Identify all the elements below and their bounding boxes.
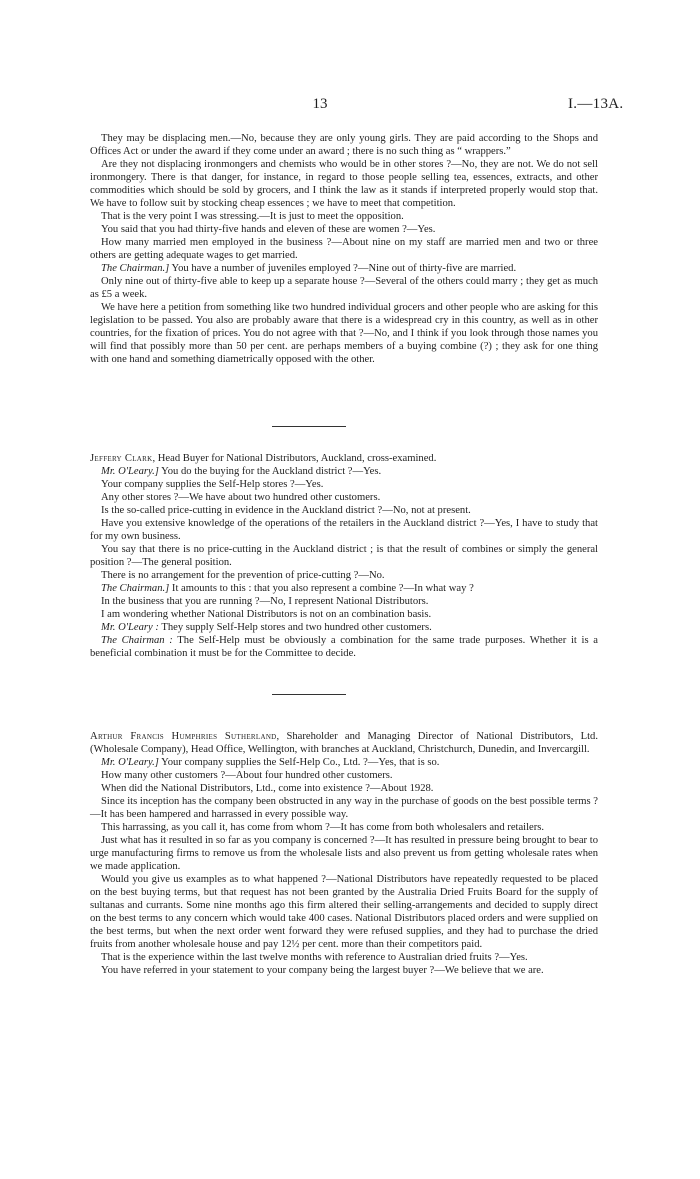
document-reference: I.—13A. [568,96,624,112]
paragraph: They may be displacing men.—No, because they are only young girls. They are paid according to the Shops and Offices Act or under the award if they come under an award ; there is no such thing as “ wrappers.” [90,133,598,157]
paragraph [90,262,598,275]
paragraph [90,465,598,478]
speaker-label: Mr. O'Leary.] [101,466,159,477]
speaker-label: Mr. O'Leary.] [101,757,159,768]
paragraph: Would you give us examples as to what happened ?—National Distributors have repeatedly requested to be placed on the best buying terms, but that request has not been granted by the Australia Dried Fruits Board for the supply of sultanas and currants. Some nine months ago this firm altered their selling-arrangements and decided to supply direct on the best terms to any concern which would take 400 cases. National Distributors placed orders and were supplied on the best terms, but when the next order went forward they were refused supplies, and they had to purchase the dried fruits from another wholesale house and pay 12½ per cent. more than their competitors paid. [90,874,598,950]
speaker-text: It amounts to this : that you also represent a combine ?—In what way ? [169,583,474,594]
paragraph: You have referred in your statement to your company being the largest buyer ?—We believe that we are. [101,965,544,976]
witness-description: , Shareholder and Managing Director of National Distributors, Ltd. (Wholesale Company), Head Office, Wellington, with branches at Auckland, Christchurch, Dunedin, and Invercargill. [90,731,598,755]
paragraph: When did the National Distributors, Ltd., come into existence ?—About 1928. [101,783,434,794]
section-testimony-continued [90,132,598,366]
paragraph: There is no arrangement for the prevention of price-cutting ?—No. [101,570,385,581]
paragraph: We have here a petition from something like two hundred individual grocers and other people who are asking for this legislation to be passed. You also are probably aware that there is a widespread cry in this country, as well as in other countries, for the fixation of prices. You do not agree with that ?—No, and I think if you look through those names you will find that possibly more than 50 per cent. are perhaps members of a buying combine (?) ; they ask for one thing with one hand and something diametrically opposed with the other. [90,302,598,365]
paragraph [90,634,598,660]
speaker-text: The Self-Help must be obviously a combination for the same trade purposes. Whether it is a beneficial combination it must be for the Committee to decide. [90,635,598,659]
paragraph [90,756,598,769]
paragraph [90,621,598,634]
paragraph: Your company supplies the Self-Help stores ?—Yes. [101,479,324,490]
paragraph: Since its inception has the company been obstructed in any way in the purchase of goods on the best possible terms ?—It has been hampered and harrassed in every possible way. [90,796,598,820]
speaker-label: The Chairman.] [101,263,170,274]
speaker-label: The Chairman.] [101,583,170,594]
paragraph: This harrassing, as you call it, has come from whom ?—It has come from both wholesalers and retailers. [101,822,545,833]
page-number: 13 [312,96,328,112]
paragraph: Any other stores ?—We have about two hundred other customers. [101,492,381,503]
speaker-text: They supply Self-Help stores and two hundred other customers. [158,622,432,633]
section-divider [272,426,346,427]
paragraph: That is the very point I was stressing.—It is just to meet the opposition. [101,211,404,222]
paragraph: That is the experience within the last twelve months with reference to Australian dried fruits ?—Yes. [101,952,528,963]
witness-name: Arthur Francis Humphries Sutherland [90,731,277,742]
speaker-text: You do the buying for the Auckland district ?—Yes. [158,466,382,477]
speaker-text: Your company supplies the Self-Help Co., Ltd. ?—Yes, that is so. [158,757,440,768]
paragraph: I am wondering whether National Distributors is not on an combination basis. [101,609,432,620]
paragraph [90,582,598,595]
paragraph: Are they not displacing ironmongers and chemists who would be in other stores ?—No, they are not. We do not sell ironmongery. There is that danger, for instance, in regard to those people selling tea, essences, extracts, and other commodities which should be sold by grocers, and I think the law as it stands if interpreted properly would stop that. We have to follow suit by stocking cheap essences ; we have to meet that competition. [90,159,598,209]
witness-heading [90,452,598,465]
paragraph: How many married men employed in the business ?—About nine on my staff are married men and two or three others are getting adequate wages to get married. [90,237,598,261]
speaker-label: The Chairman : [101,635,173,646]
paragraph: You said that you had thirty-five hands and eleven of these are women ?—Yes. [101,224,436,235]
speaker-label: Mr. O'Leary : [101,622,159,633]
paragraph: Have you extensive knowledge of the operations of the retailers in the Auckland district ?—Yes, I have to study that for my own business. [90,518,598,542]
paragraph: Just what has it resulted in so far as you company is concerned ?—It has resulted in pressure being brought to bear to urge manufacturing firms to remove us from the wholesale lists and also prevent us from getting wholesale rates when we made application. [90,835,598,872]
witness-heading [90,730,598,756]
speaker-text: You have a number of juveniles employed ?—Nine out of thirty-five are married. [169,263,517,274]
section-jeffery-clark [90,452,598,660]
paragraph: In the business that you are running ?—No, I represent National Distributors. [101,596,429,607]
paragraph: You say that there is no price-cutting in the Auckland district ; is that the result of combines or simply the general position ?—The general position. [90,544,598,568]
section-divider [272,694,346,695]
paragraph: How many other customers ?—About four hundred other customers. [101,770,393,781]
witness-name: Jeffery Clark [90,453,153,464]
paragraph: Only nine out of thirty-five able to keep up a separate house ?—Several of the others could marry ; they get as much as £5 a week. [90,276,598,300]
paragraph: Is the so-called price-cutting in evidence in the Auckland district ?—No, not at present. [101,505,471,516]
section-arthur-sutherland [90,730,598,977]
witness-description: , Head Buyer for National Distributors, Auckland, cross-examined. [152,453,437,464]
